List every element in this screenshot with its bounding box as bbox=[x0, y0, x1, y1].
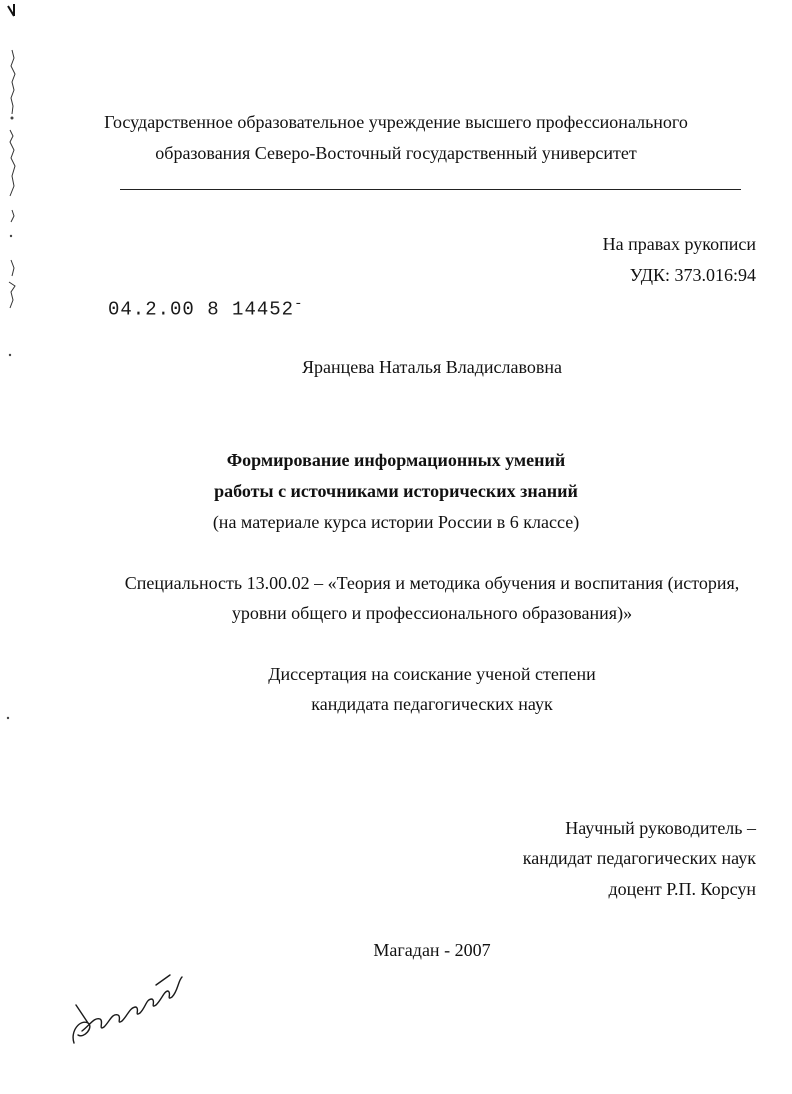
degree-line-1: Диссертация на соискание ученой степени bbox=[268, 664, 596, 684]
header-divider bbox=[120, 189, 741, 190]
stamp-suffix: - bbox=[294, 296, 304, 312]
specialty-line-2: уровни общего и профессионального образования)» bbox=[231, 603, 633, 623]
manuscript-rights: На правах рукописи bbox=[602, 234, 756, 254]
author-name: Яранцева Наталья Владиславовна bbox=[302, 357, 562, 377]
supervisor-line-2: кандидат педагогических наук bbox=[522, 848, 756, 868]
library-stamp-number bbox=[108, 296, 303, 320]
title-line-2: работы с источниками исторических знаний bbox=[214, 481, 578, 501]
institution-line-2: образования Северо-Восточный государственный университет bbox=[155, 143, 637, 163]
stamp-prefix: 04.2.00 bbox=[108, 298, 195, 321]
title-subtitle: (на материале курса истории России в 6 классе) bbox=[212, 512, 580, 532]
degree-line-2: кандидата педагогических наук bbox=[311, 694, 553, 714]
supervisor-line-1: Научный руководитель – bbox=[565, 818, 756, 838]
specialty-line-1: Специальность 13.00.02 – «Теория и методика обучения и воспитания (история, bbox=[124, 573, 740, 593]
handwritten-signature bbox=[60, 935, 190, 1055]
title-line-1: Формирование информационных умений bbox=[226, 450, 566, 470]
supervisor-line-3: доцент Р.П. Корсун bbox=[608, 879, 756, 899]
udc-code: УДК: 373.016:94 bbox=[629, 265, 756, 285]
stamp-number: 8 14452 bbox=[207, 298, 295, 321]
place-year: Магадан - 2007 bbox=[373, 940, 491, 960]
institution-line-1: Государственное образовательное учреждение высшего профессионального bbox=[104, 112, 688, 132]
